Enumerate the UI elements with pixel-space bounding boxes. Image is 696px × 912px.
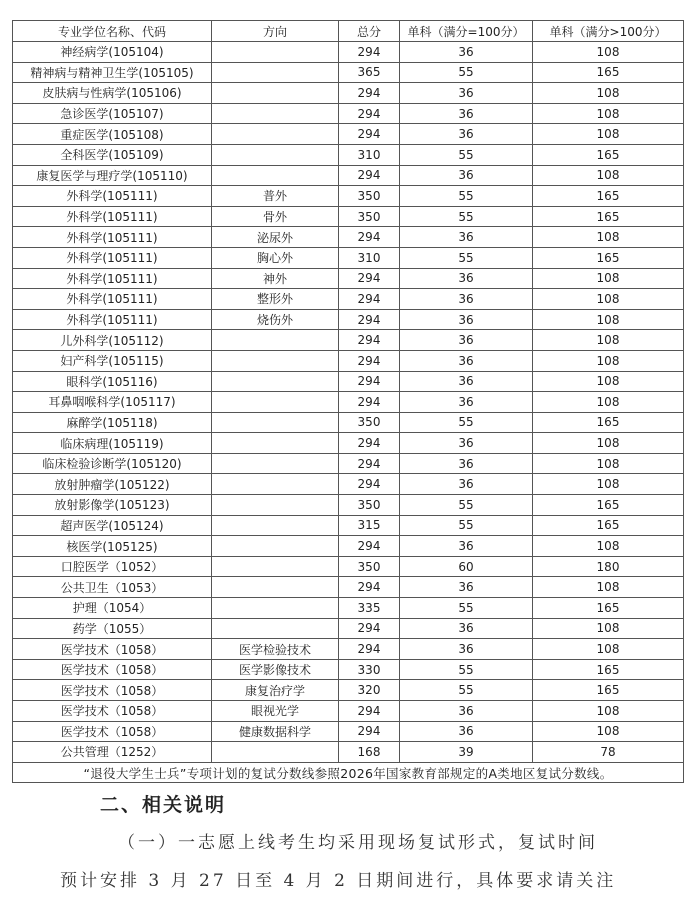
cell-single-over100: 165 <box>533 412 684 433</box>
table-note: “退役大学生士兵”专项计划的复试分数线参照2026年国家教育部规定的A类地区复试分数线。 <box>13 762 684 783</box>
cell-total: 315 <box>339 515 400 536</box>
paragraph-line-1: （一）一志愿上线考生均采用现场复试形式，复试时间 <box>118 833 598 853</box>
header-major: 专业学位名称、代码 <box>13 21 212 42</box>
table-row <box>13 103 684 124</box>
cell-direction: 医学影像技术 <box>212 659 339 680</box>
cell-single-100: 36 <box>400 701 533 722</box>
table-row <box>13 721 684 742</box>
cell-major: 眼科学(105116) <box>13 371 212 392</box>
cell-major: 放射影像学(105123) <box>13 495 212 516</box>
table-header <box>13 21 684 42</box>
table-row <box>13 556 684 577</box>
cell-direction: 健康数据科学 <box>212 721 339 742</box>
cell-single-100: 55 <box>400 515 533 536</box>
table-row <box>13 474 684 495</box>
cell-single-over100: 108 <box>533 227 684 248</box>
cell-direction <box>212 42 339 63</box>
cell-total: 310 <box>339 247 400 268</box>
cell-single-100: 55 <box>400 62 533 83</box>
cell-direction <box>212 330 339 351</box>
cell-single-over100: 165 <box>533 247 684 268</box>
cell-single-100: 36 <box>400 536 533 557</box>
cell-direction: 医学检验技术 <box>212 639 339 660</box>
cell-single-over100: 108 <box>533 371 684 392</box>
cell-major: 重症医学(105108) <box>13 124 212 145</box>
cell-major: 药学（1055） <box>13 618 212 639</box>
cell-major: 急诊医学(105107) <box>13 103 212 124</box>
header-single-over100: 单科（满分>100分） <box>533 21 684 42</box>
cell-major: 公共卫生（1053） <box>13 577 212 598</box>
cell-total: 294 <box>339 42 400 63</box>
cell-major: 精神病与精神卫生学(105105) <box>13 62 212 83</box>
cell-major: 外科学(105111) <box>13 289 212 310</box>
cell-single-over100: 108 <box>533 268 684 289</box>
cell-total: 350 <box>339 186 400 207</box>
header-direction: 方向 <box>212 21 339 42</box>
cell-single-over100: 108 <box>533 536 684 557</box>
cell-single-100: 55 <box>400 598 533 619</box>
cell-single-over100: 108 <box>533 639 684 660</box>
cell-single-100: 55 <box>400 247 533 268</box>
cell-single-100: 36 <box>400 721 533 742</box>
cell-single-100: 36 <box>400 577 533 598</box>
cell-single-100: 36 <box>400 433 533 454</box>
paragraph-line-2: 预计安排 3 月 27 日至 4 月 2 日期间进行，具体要求请关注 <box>60 871 617 891</box>
cell-single-over100: 108 <box>533 124 684 145</box>
cell-single-100: 36 <box>400 268 533 289</box>
cell-single-over100: 165 <box>533 515 684 536</box>
table-row <box>13 350 684 371</box>
table-row <box>13 62 684 83</box>
cell-single-over100: 165 <box>533 495 684 516</box>
cell-direction <box>212 495 339 516</box>
cell-single-100: 36 <box>400 124 533 145</box>
cell-direction <box>212 350 339 371</box>
table-row <box>13 536 684 557</box>
cell-direction <box>212 618 339 639</box>
cell-major: 外科学(105111) <box>13 206 212 227</box>
cell-major: 临床病理(105119) <box>13 433 212 454</box>
header-single-100: 单科（满分=100分） <box>400 21 533 42</box>
cell-total: 330 <box>339 659 400 680</box>
cell-direction: 胸心外 <box>212 247 339 268</box>
table-row <box>13 742 684 763</box>
cell-direction <box>212 536 339 557</box>
cell-direction <box>212 124 339 145</box>
table-row <box>13 83 684 104</box>
cell-total: 335 <box>339 598 400 619</box>
cell-single-over100: 108 <box>533 350 684 371</box>
cell-direction <box>212 103 339 124</box>
cell-major: 公共管理（1252） <box>13 742 212 763</box>
cell-single-100: 55 <box>400 206 533 227</box>
cell-single-over100: 108 <box>533 721 684 742</box>
cell-major: 医学技术（1058） <box>13 701 212 722</box>
cell-direction: 烧伤外 <box>212 309 339 330</box>
cell-direction: 泌尿外 <box>212 227 339 248</box>
cell-direction <box>212 433 339 454</box>
cell-single-over100: 165 <box>533 62 684 83</box>
cell-total: 350 <box>339 206 400 227</box>
cell-major: 核医学(105125) <box>13 536 212 557</box>
cell-single-over100: 108 <box>533 474 684 495</box>
cell-total: 294 <box>339 474 400 495</box>
cell-total: 294 <box>339 639 400 660</box>
cell-direction <box>212 392 339 413</box>
table-row <box>13 371 684 392</box>
table-row <box>13 577 684 598</box>
cell-direction <box>212 453 339 474</box>
table-row <box>13 289 684 310</box>
cell-total: 350 <box>339 495 400 516</box>
cell-total: 310 <box>339 144 400 165</box>
cell-major: 麻醉学(105118) <box>13 412 212 433</box>
cell-total: 294 <box>339 227 400 248</box>
cell-total: 350 <box>339 556 400 577</box>
cell-direction <box>212 144 339 165</box>
cell-single-100: 36 <box>400 453 533 474</box>
table-row <box>13 247 684 268</box>
cell-major: 外科学(105111) <box>13 309 212 330</box>
cell-direction: 神外 <box>212 268 339 289</box>
cell-single-100: 36 <box>400 289 533 310</box>
cell-single-over100: 108 <box>533 83 684 104</box>
table-row <box>13 515 684 536</box>
cell-major: 外科学(105111) <box>13 186 212 207</box>
table-row <box>13 144 684 165</box>
cell-single-over100: 165 <box>533 598 684 619</box>
cell-single-over100: 108 <box>533 701 684 722</box>
cell-single-100: 36 <box>400 309 533 330</box>
cell-major: 耳鼻咽喉科学(105117) <box>13 392 212 413</box>
cell-direction <box>212 598 339 619</box>
cell-total: 350 <box>339 412 400 433</box>
cell-single-100: 36 <box>400 330 533 351</box>
cell-total: 365 <box>339 62 400 83</box>
cell-single-100: 36 <box>400 227 533 248</box>
cell-single-over100: 108 <box>533 330 684 351</box>
cell-total: 320 <box>339 680 400 701</box>
cell-total: 294 <box>339 371 400 392</box>
cell-single-100: 55 <box>400 680 533 701</box>
cell-major: 放射肿瘤学(105122) <box>13 474 212 495</box>
cell-total: 294 <box>339 165 400 186</box>
cell-total: 294 <box>339 268 400 289</box>
cell-total: 294 <box>339 103 400 124</box>
cell-direction <box>212 412 339 433</box>
cell-major: 全科医学(105109) <box>13 144 212 165</box>
cell-single-100: 36 <box>400 350 533 371</box>
cell-single-over100: 165 <box>533 206 684 227</box>
cell-major: 皮肤病与性病学(105106) <box>13 83 212 104</box>
cell-single-over100: 108 <box>533 618 684 639</box>
table-row <box>13 412 684 433</box>
cell-single-over100: 108 <box>533 309 684 330</box>
cell-major: 康复医学与理疗学(105110) <box>13 165 212 186</box>
cell-single-over100: 108 <box>533 103 684 124</box>
cell-direction: 普外 <box>212 186 339 207</box>
cell-single-100: 55 <box>400 412 533 433</box>
table-row <box>13 206 684 227</box>
cell-major: 口腔医学（1052） <box>13 556 212 577</box>
table-row <box>13 453 684 474</box>
cell-direction <box>212 371 339 392</box>
cell-total: 294 <box>339 701 400 722</box>
table-row <box>13 268 684 289</box>
cell-single-over100: 108 <box>533 433 684 454</box>
cell-direction <box>212 742 339 763</box>
table-row <box>13 495 684 516</box>
cell-single-100: 60 <box>400 556 533 577</box>
cell-single-over100: 108 <box>533 289 684 310</box>
cell-single-over100: 108 <box>533 392 684 413</box>
cell-direction <box>212 83 339 104</box>
cell-major: 医学技术（1058） <box>13 659 212 680</box>
cell-total: 294 <box>339 289 400 310</box>
cell-major: 医学技术（1058） <box>13 721 212 742</box>
cell-single-over100: 108 <box>533 165 684 186</box>
cell-major: 妇产科学(105115) <box>13 350 212 371</box>
cell-total: 294 <box>339 392 400 413</box>
cell-total: 168 <box>339 742 400 763</box>
cell-total: 294 <box>339 124 400 145</box>
cell-direction <box>212 515 339 536</box>
cell-total: 294 <box>339 721 400 742</box>
table-row <box>13 598 684 619</box>
cell-total: 294 <box>339 453 400 474</box>
table-row <box>13 42 684 63</box>
cell-direction <box>212 577 339 598</box>
cell-major: 医学技术（1058） <box>13 680 212 701</box>
cell-total: 294 <box>339 577 400 598</box>
cell-single-100: 36 <box>400 165 533 186</box>
cell-total: 294 <box>339 350 400 371</box>
table-row <box>13 701 684 722</box>
cell-major: 外科学(105111) <box>13 247 212 268</box>
cell-direction <box>212 165 339 186</box>
cell-total: 294 <box>339 330 400 351</box>
table-row <box>13 639 684 660</box>
section-title: 二、相关说明 <box>100 794 227 816</box>
cell-single-100: 36 <box>400 83 533 104</box>
cell-single-100: 55 <box>400 659 533 680</box>
cell-single-100: 36 <box>400 474 533 495</box>
cell-single-over100: 180 <box>533 556 684 577</box>
table-row <box>13 618 684 639</box>
cell-single-over100: 165 <box>533 144 684 165</box>
cell-single-over100: 108 <box>533 453 684 474</box>
table-row <box>13 330 684 351</box>
cell-direction <box>212 474 339 495</box>
cell-direction: 康复治疗学 <box>212 680 339 701</box>
cell-major: 超声医学(105124) <box>13 515 212 536</box>
table-row <box>13 227 684 248</box>
cell-single-100: 55 <box>400 144 533 165</box>
cell-major: 外科学(105111) <box>13 268 212 289</box>
cell-single-100: 36 <box>400 103 533 124</box>
cell-total: 294 <box>339 536 400 557</box>
table-row <box>13 309 684 330</box>
cell-total: 294 <box>339 618 400 639</box>
cell-single-over100: 165 <box>533 659 684 680</box>
cell-single-100: 39 <box>400 742 533 763</box>
cell-total: 294 <box>339 83 400 104</box>
cell-single-100: 36 <box>400 618 533 639</box>
table-row <box>13 124 684 145</box>
cell-single-100: 36 <box>400 639 533 660</box>
cell-single-over100: 78 <box>533 742 684 763</box>
table-row <box>13 392 684 413</box>
cell-major: 外科学(105111) <box>13 227 212 248</box>
cell-single-over100: 165 <box>533 680 684 701</box>
cell-single-over100: 108 <box>533 577 684 598</box>
cell-direction <box>212 62 339 83</box>
cell-major: 神经病学(105104) <box>13 42 212 63</box>
cell-major: 医学技术（1058） <box>13 639 212 660</box>
cell-single-over100: 108 <box>533 42 684 63</box>
cell-single-100: 36 <box>400 371 533 392</box>
cell-direction: 眼视光学 <box>212 701 339 722</box>
cell-total: 294 <box>339 309 400 330</box>
cell-direction <box>212 556 339 577</box>
table-row <box>13 186 684 207</box>
cell-single-100: 36 <box>400 392 533 413</box>
cell-single-100: 55 <box>400 495 533 516</box>
cell-total: 294 <box>339 433 400 454</box>
cell-direction: 骨外 <box>212 206 339 227</box>
table-row <box>13 659 684 680</box>
cell-major: 儿外科学(105112) <box>13 330 212 351</box>
table-row <box>13 680 684 701</box>
table-row <box>13 165 684 186</box>
cell-direction: 整形外 <box>212 289 339 310</box>
table-row <box>13 433 684 454</box>
cell-single-100: 36 <box>400 42 533 63</box>
score-table <box>12 20 684 783</box>
cell-major: 临床检验诊断学(105120) <box>13 453 212 474</box>
cell-single-100: 55 <box>400 186 533 207</box>
header-total: 总分 <box>339 21 400 42</box>
cell-major: 护理（1054） <box>13 598 212 619</box>
cell-single-over100: 165 <box>533 186 684 207</box>
